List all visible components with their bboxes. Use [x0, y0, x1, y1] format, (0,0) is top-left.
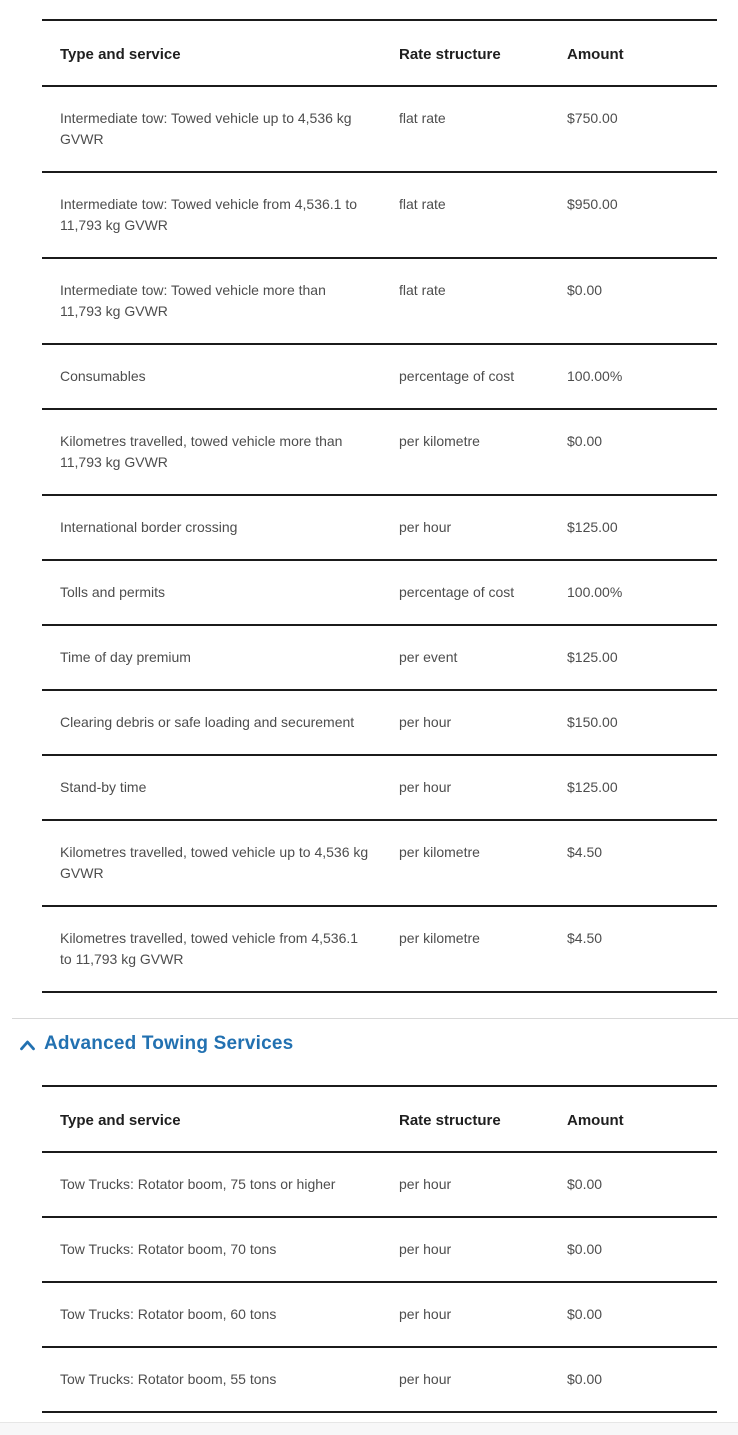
column-header-amount: Amount: [567, 20, 717, 86]
rate-cell: per hour: [399, 1282, 567, 1347]
amount-cell: $0.00: [567, 1282, 717, 1347]
table-row: [42, 1347, 717, 1412]
rate-cell: per hour: [399, 1152, 567, 1217]
service-cell: Intermediate tow: Towed vehicle more than 11,793 kg GVWR: [42, 258, 399, 344]
column-header-type-and-service: Type and service: [42, 1086, 399, 1152]
service-cell: Stand-by time: [42, 755, 399, 820]
rate-cell: percentage of cost: [399, 344, 567, 409]
amount-cell: $950.00: [567, 172, 717, 258]
rate-cell: per kilometre: [399, 409, 567, 495]
service-cell: Intermediate tow: Towed vehicle up to 4,536 kg GVWR: [42, 86, 399, 172]
service-cell: Time of day premium: [42, 625, 399, 690]
amount-cell: 100.00%: [567, 344, 717, 409]
table-row: [42, 1152, 717, 1217]
service-cell: Tow Trucks: Rotator boom, 55 tons: [42, 1347, 399, 1412]
amount-cell: $0.00: [567, 1347, 717, 1412]
amount-cell: $0.00: [567, 1217, 717, 1282]
chevron-up-icon: [20, 1040, 35, 1051]
table-row: [42, 755, 717, 820]
amount-cell: $0.00: [567, 258, 717, 344]
amount-cell: $125.00: [567, 625, 717, 690]
table-row: [42, 495, 717, 560]
service-cell: Intermediate tow: Towed vehicle from 4,536.1 to 11,793 kg GVWR: [42, 172, 399, 258]
amount-cell: $125.00: [567, 755, 717, 820]
rate-cell: per hour: [399, 1217, 567, 1282]
table-row: [42, 172, 717, 258]
column-header-rate-structure: Rate structure: [399, 20, 567, 86]
column-header-rate-structure: Rate structure: [399, 1086, 567, 1152]
service-cell: Tow Trucks: Rotator boom, 75 tons or higher: [42, 1152, 399, 1217]
service-cell: Kilometres travelled, towed vehicle from 4,536.1 to 11,793 kg GVWR: [42, 906, 399, 992]
rate-cell: per kilometre: [399, 906, 567, 992]
amount-cell: $0.00: [567, 1152, 717, 1217]
amount-cell: $150.00: [567, 690, 717, 755]
service-cell: Clearing debris or safe loading and securement: [42, 690, 399, 755]
table-row: [42, 1217, 717, 1282]
rate-cell: per hour: [399, 690, 567, 755]
standard-rates-table: [42, 19, 717, 993]
table-row: [42, 344, 717, 409]
service-cell: Tow Trucks: Rotator boom, 60 tons: [42, 1282, 399, 1347]
column-header-amount: Amount: [567, 1086, 717, 1152]
amount-cell: $4.50: [567, 820, 717, 906]
rate-cell: per hour: [399, 755, 567, 820]
service-cell: Kilometres travelled, towed vehicle up to 4,536 kg GVWR: [42, 820, 399, 906]
table-row: [42, 1282, 717, 1347]
service-cell: Kilometres travelled, towed vehicle more than 11,793 kg GVWR: [42, 409, 399, 495]
table-row: [42, 906, 717, 992]
rate-cell: flat rate: [399, 172, 567, 258]
table-row: [42, 409, 717, 495]
service-cell: Tolls and permits: [42, 560, 399, 625]
rate-cell: per kilometre: [399, 820, 567, 906]
amount-cell: $0.00: [567, 409, 717, 495]
accordion-heading-label: Advanced Towing Services: [44, 1033, 294, 1054]
rate-cell: per event: [399, 625, 567, 690]
table-row: [42, 258, 717, 344]
table-header-row: [42, 1086, 717, 1152]
table-row: [42, 86, 717, 172]
accordion-heading-advanced-towing-services[interactable]: [20, 1033, 293, 1055]
column-header-type-and-service: Type and service: [42, 20, 399, 86]
service-cell: Consumables: [42, 344, 399, 409]
rate-cell: percentage of cost: [399, 560, 567, 625]
table-row: [42, 625, 717, 690]
advanced-rates-table: [42, 1085, 717, 1413]
amount-cell: $125.00: [567, 495, 717, 560]
section-divider: [12, 1018, 738, 1019]
table-row: [42, 820, 717, 906]
page-footer-strip: [0, 1422, 738, 1435]
service-cell: International border crossing: [42, 495, 399, 560]
rate-cell: per hour: [399, 495, 567, 560]
rate-cell: flat rate: [399, 86, 567, 172]
rate-cell: per hour: [399, 1347, 567, 1412]
amount-cell: $750.00: [567, 86, 717, 172]
table-row: [42, 560, 717, 625]
table-row: [42, 690, 717, 755]
amount-cell: 100.00%: [567, 560, 717, 625]
amount-cell: $4.50: [567, 906, 717, 992]
table-header-row: [42, 20, 717, 86]
rate-cell: flat rate: [399, 258, 567, 344]
service-cell: Tow Trucks: Rotator boom, 70 tons: [42, 1217, 399, 1282]
